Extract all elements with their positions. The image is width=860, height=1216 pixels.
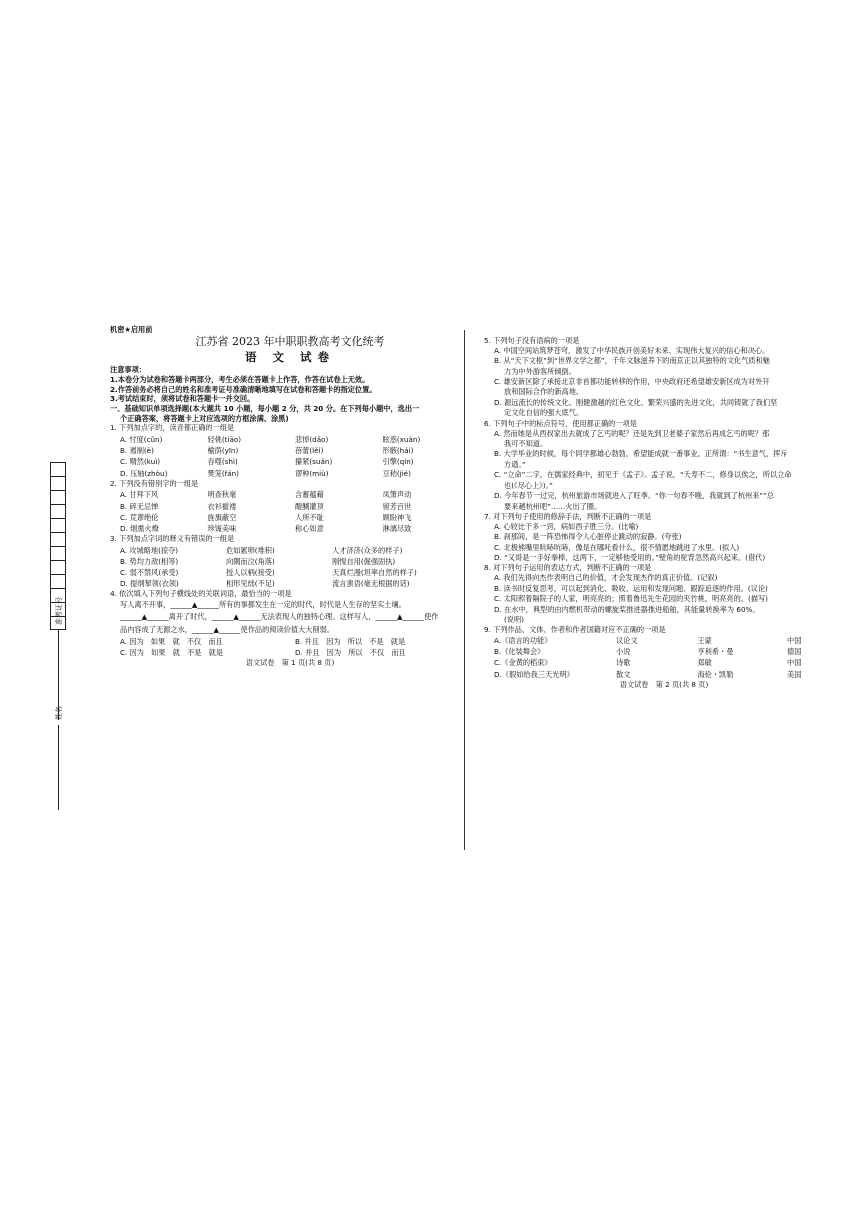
question-4-passage: 写人离不开事，______▲______所有的事都发生在一定的时代，时代是人生存的坚实土壤。 (120, 600, 406, 610)
work-country: 中国 (787, 636, 802, 646)
page-footer: 语文试卷 第 1 页(共 8 页) (245, 658, 335, 668)
option-cell: 形骸(hái) (382, 446, 414, 456)
option-line: B. 大学毕业的时候，每个同学都雄心勃勃，希望能成就一番事业，正所谓：“书生意气，挥斥 (494, 449, 788, 459)
option-cell: 蓓蕾(lěi) (295, 446, 324, 456)
question-4-passage: 品内容成了无源之水，______▲______使作品的阅读价值大大削弱。 (120, 624, 334, 634)
option-cell: 引擎(qín) (382, 457, 414, 467)
option-line: D. 今年春节一过完，杭州旅游市场就进入了旺季。“你一句春不晚，我就到了杭州来”“总 (494, 491, 775, 501)
option-cell: 醍醐灌顶 (295, 501, 324, 511)
question-3-stem: 3. 下列加点字词的释义有错误的一组是 (110, 534, 235, 544)
question-4-options (110, 636, 470, 658)
work-genre: 小说 (616, 647, 631, 657)
option-cell: A. 攻城略地(掠夺) (120, 545, 179, 555)
work-genre: 议论文 (616, 636, 638, 646)
option-cell: D. 并且 因为 所以 不仅 而且 (295, 648, 406, 657)
note-item: 3.考试结束时，须将试卷和答题卡一并交回。 (110, 394, 255, 404)
work-country: 美国 (787, 669, 802, 679)
option-line: B. 读书时反复思考，可以起到消化、吸收、运用和发现问题、跟踪追逐的作用。(议论) (494, 583, 768, 593)
digit-box (50, 518, 66, 532)
page-divider (464, 330, 465, 850)
option-cell: C. 荒谬绝伦 (120, 512, 159, 522)
option-cell: B. 势均力敌(相等) (120, 556, 179, 566)
question-5-stem: 5. 下列句子没有语病的一项是 (484, 336, 580, 345)
digit-box (50, 574, 66, 588)
work-author: 王蒙 (697, 636, 712, 646)
option-cell: 人才济济(众多的样子) (332, 545, 403, 555)
exam-title: 江苏省 2023 年中职职教高考文化统考 (195, 334, 385, 348)
option-cell: 授人以柄(接受) (226, 568, 275, 578)
work-title: D.《假如给我三天光明》 (494, 669, 574, 679)
option-line: B. 刹那间，是一阵恐怖得令人心脏停止跳动的寂静。(夸张) (494, 532, 682, 542)
option-line: C. 北极熊嘴里吭哧吭哧，像是在哪吒看什么，很不情愿地跳进了水里。(拟人) (494, 542, 740, 552)
digit-box (50, 532, 66, 546)
option-cell: C. 喟然(kuì) (120, 457, 161, 467)
option-line: A. 心较比干多一窍，病如西子胜三分。(比喻) (494, 521, 639, 531)
section-heading: 一、基础知识单项选择题(本大题共 10 小题，每小题 2 分，共 20 分。在下列每小题中，选出一 (110, 403, 420, 413)
question-1-stem: 1. 下列加点字的，读音都正确的一组是 (110, 423, 235, 433)
digit-box (50, 560, 66, 574)
option-cell: 顾盼神飞 (382, 512, 412, 522)
option-cell: 悲悼(dǎo) (295, 435, 329, 445)
option-line: D. 源远流长的传统文化、刚健激越的红色文化、繁荣兴盛的先进文化，共同铸就了我们坚 (494, 397, 778, 407)
question-9-stem: 9. 下列作品、文体、作者和作者国籍对应不正确的一项是 (484, 625, 666, 635)
option-cell: 衣衫褴褛 (207, 501, 237, 511)
notes-heading: 注意事项： (110, 365, 146, 375)
option-line: (说明) (504, 614, 524, 624)
question-6-stem: 6. 下列句子中的标点符号，使用都正确的一项是 (484, 418, 637, 428)
question-7-stem: 7. 对下列句子使用的修辞手法，判断不正确的一项是 (484, 512, 652, 521)
option-cell: 危如累卵(堆积) (226, 545, 275, 555)
option-cell: 流言蜚语(毫无根据的话) (332, 579, 410, 589)
option-cell: 相形见绌(不足) (226, 579, 275, 589)
option-cell: 轻佻(tiāo) (207, 435, 242, 445)
work-genre: 诗歌 (616, 658, 631, 668)
note-item: 1.本卷分为试卷和答题卡两部分，考生必须在答题卡上作答，作答在试卷上无效。 (110, 374, 370, 384)
option-cell: 樊笼(fán) (207, 468, 239, 478)
option-cell: D. 压轴(zhòu) (120, 468, 168, 478)
digit-box (50, 546, 66, 560)
option-line: D. “又哥是一手好拳棒，这两下，一定够他受用的。”壁角的驼背忽然高兴起来。(借代) (494, 553, 766, 563)
option-cell: 人所不耻 (295, 512, 324, 522)
option-cell: 凤箫声动 (382, 490, 412, 500)
work-title: A.《语言的功能》 (494, 636, 552, 646)
option-line: C. 太阳照着隔院子的人家，明亮亮的；照着鲁迅先生花园的夹竹桃，明亮亮的。(描写) (494, 594, 768, 604)
work-author: 亨利希・曼 (697, 647, 734, 657)
work-author: 郑敏 (697, 658, 712, 668)
option-cell: 眩惑(xuàn) (382, 435, 421, 445)
option-line: A. 然而她是从西叔家出去就成了乞丐的呢？还是先到卫老婆子家然后再成乞丐的呢？那 (494, 428, 770, 438)
option-cell: 称心如意 (295, 523, 324, 533)
option-line: A. 中国空间站筑梦苍穹，激发了中华民族开创美好未来、实现伟大复兴的信心和决心。 (494, 345, 770, 355)
option-cell: 豆秸(jié) (382, 468, 411, 478)
option-line: B. 从“天下文枢”到“世界文学之都”，千年文脉滋养下的南京正以其独特的文化气质和魅 (494, 356, 770, 366)
question-4-stem: 4. 依次填入下列句子横线处的关联词语，最恰当的一项是 (110, 589, 292, 599)
digit-box (50, 490, 66, 504)
work-title: B.《化装舞会》 (494, 647, 545, 657)
work-country: 中国 (787, 658, 802, 668)
option-cell: A. 因为 如果 就 不仅 而且 (120, 636, 223, 646)
option-cell: 刚愎自用(倔强固执) (332, 556, 396, 566)
option-cell: 天真烂漫(坦率自然的样子) (332, 568, 417, 578)
name-line (58, 725, 59, 810)
option-cell: 谬种(miù) (295, 468, 329, 478)
option-cell: A. 忖度(cǔn) (120, 435, 163, 445)
digit-box (50, 504, 66, 518)
subject-title: 语 文 试卷 (244, 349, 335, 364)
option-cell: C. 弱不禁风(承受) (120, 568, 179, 578)
option-cell: D. 烟熏火燎 (120, 523, 159, 533)
option-cell: 淋漓尽致 (382, 523, 412, 533)
option-cell: 攥紧(suǎn) (295, 457, 333, 467)
question-4-passage: ______▲______离开了时代，______▲______无法表现人的独特心理。这样写人，______▲______使作 (120, 612, 439, 622)
option-cell: 留芳百世 (382, 501, 412, 511)
option-cell: 含蓄蕴藉 (295, 490, 324, 500)
option-line: 放和国际合作的新高地。 (504, 387, 584, 397)
exam-number-label: 准考证号 (55, 597, 63, 625)
option-cell: B. 并且 因为 所以 不是 就是 (295, 636, 406, 646)
page-footer: 语文试卷 第 2 页(共 8 页) (619, 679, 709, 689)
option-cell: 旌旗蔽空 (207, 512, 237, 522)
option-line: 我可不知道。 (504, 438, 548, 448)
option-cell: A. 甘拜下风 (120, 490, 159, 500)
option-cell: 吞噬(shì) (207, 457, 238, 467)
option-cell: B. 碎无忌惮 (120, 501, 159, 511)
question-2-stem: 2. 下列没有错别字的一组是 (110, 478, 199, 488)
work-genre: 散文 (616, 669, 631, 679)
exam-page-2 (484, 336, 844, 689)
question-1-options (110, 434, 470, 479)
option-line: A. 我们先得向杰作表明自己的价值，才会发现杰作的真正价值。(记叙) (494, 573, 718, 583)
option-cell: 珍馐美味 (207, 523, 237, 533)
option-line: C. 雄安新区除了承接北京非首都功能转移的作用，中央政府还希望雄安新区成为对外开 (494, 377, 770, 387)
question-8-stem: 8. 对下列句子运用的表达方式，判断不正确的一项是 (484, 563, 652, 573)
option-cell: C. 因为 如果 就 不是 就是 (120, 648, 224, 657)
exam-page-1 (110, 325, 470, 668)
option-line: 也(《尽心上》)。” (504, 480, 553, 490)
note-item: 2.作答前务必将自己的姓名和准考证号准确清晰地填写在试卷和答题卡的指定位置。 (110, 384, 377, 394)
option-cell: 榆荫(yīn) (207, 446, 239, 456)
option-cell: D. 提纲挈领(衣领) (120, 579, 179, 589)
option-line: 要来趟杭州吧”……火出了圈。 (504, 501, 602, 511)
option-line: 力为中外游客所倾倒。 (504, 366, 576, 376)
work-title: C.《金黄的稻束》 (494, 658, 552, 668)
work-country: 德国 (787, 647, 802, 657)
digit-box (50, 462, 66, 476)
question-3-options (110, 545, 470, 590)
work-author: 海伦・凯勒 (697, 669, 734, 679)
option-line: 定文化自信的强大底气。 (504, 408, 584, 418)
question-9-options (484, 635, 844, 680)
confidential-mark: 机密★启用前 (110, 325, 153, 334)
option-cell: B. 遏制(è) (120, 446, 154, 456)
option-line: 方遒。” (504, 459, 526, 469)
option-cell: 明查秋毫 (207, 490, 237, 500)
section-heading-cont: 个正确答案，将答题卡上对应选项的方框涂满、涂黑) (120, 413, 289, 423)
name-label: 姓名 (55, 706, 63, 720)
option-cell: 向隅而泣(角落) (226, 556, 275, 566)
option-line: D. 在水中，典型的由内燃机带动的螺旋桨推进器推进船舶，其能量转换率为 60%。 (494, 604, 760, 614)
digit-box (50, 476, 66, 490)
question-2-options (110, 489, 470, 534)
option-line: C. “立命”二字，在儒家经典中，初见于《孟子》。孟子说，“夭寿不二，修身以俟之，所以立命 (494, 470, 792, 480)
